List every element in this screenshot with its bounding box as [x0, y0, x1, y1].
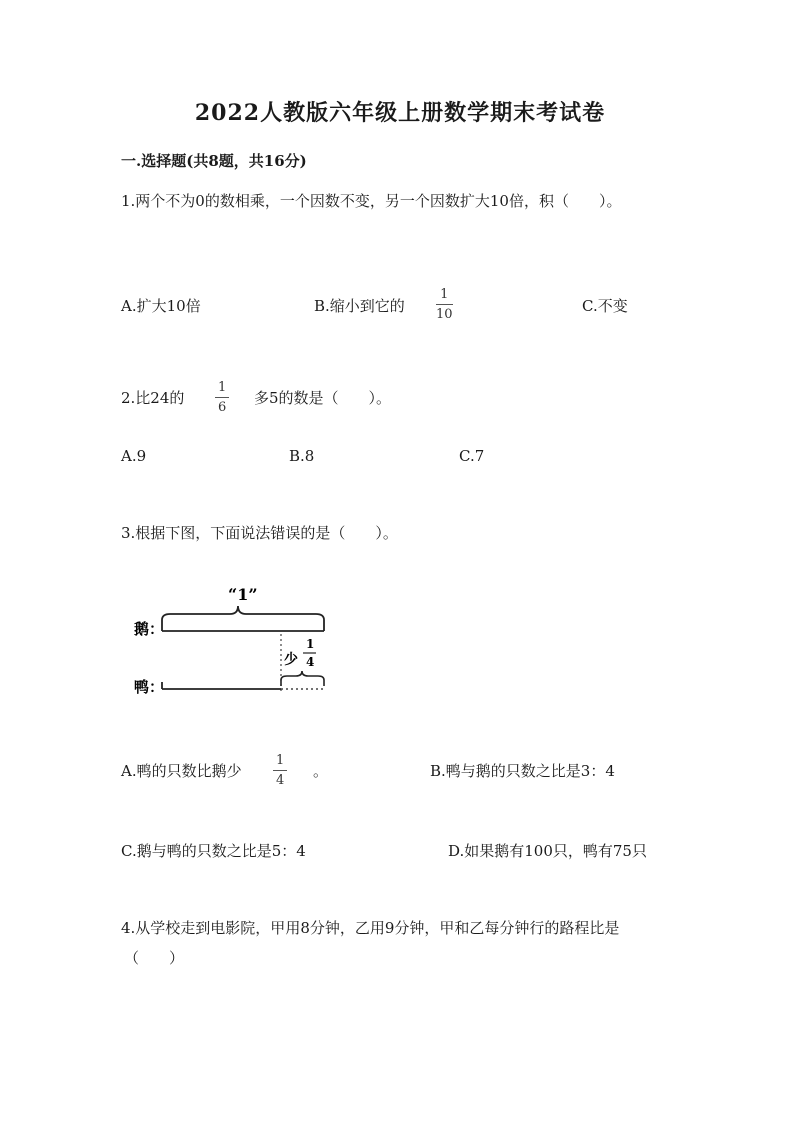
fraction-numerator: 1	[276, 753, 285, 768]
less-fraction-denominator: 4	[306, 655, 315, 669]
question-2-option-a: A.9	[121, 447, 147, 465]
question-3-option-a-fraction	[273, 754, 287, 787]
question-1-option-b-fraction	[436, 288, 453, 321]
difference-brace	[281, 671, 324, 686]
question-3-option-c: C.鹅与鸭的只数之比是5：4	[121, 842, 306, 860]
question-2-text-before: 2.比24的	[121, 389, 185, 407]
question-3-option-a: A.鸭的只数比鹅少	[121, 762, 242, 780]
less-fraction-numerator: 1	[306, 637, 315, 651]
question-3-option-a-end: 。	[313, 762, 329, 780]
whole-label: “1”	[228, 585, 258, 604]
question-1-option-c: C.不变	[582, 297, 628, 315]
question-2-option-c: C.7	[459, 447, 485, 465]
question-1-option-b: B.缩小到它的	[314, 297, 405, 315]
fraction-denominator: 4	[276, 773, 285, 788]
question-3-option-b: B.鸭与鹅的只数之比是3：4	[430, 762, 615, 780]
goose-label: 鹅：	[134, 620, 165, 638]
fraction-numerator: 1	[440, 287, 449, 302]
question-2-text-after: 多5的数是（ ）。	[254, 389, 392, 407]
less-label: 少	[284, 652, 298, 668]
line-segment-diagram	[120, 582, 340, 707]
page-title: 2022人教版六年级上册数学期末考试卷	[194, 100, 606, 126]
question-2-fraction	[215, 381, 229, 414]
question-1-option-a: A.扩大10倍	[121, 297, 201, 315]
question-3-option-d: D.如果鹅有100只，鸭有75只	[448, 842, 647, 860]
section-heading: 一.选择题(共8题，共16分)	[121, 152, 307, 170]
duck-label: 鸭：	[134, 678, 165, 696]
question-2-option-b: B.8	[289, 447, 315, 465]
fraction-denominator: 6	[218, 400, 227, 415]
question-4-text-line2: （ ）	[124, 949, 185, 967]
question-3-text: 3.根据下图，下面说法错误的是（ ）。	[121, 524, 398, 542]
goose-brace	[162, 606, 324, 631]
fraction-numerator: 1	[218, 380, 227, 395]
question-4-text: 4.从学校走到电影院，甲用8分钟，乙用9分钟，甲和乙每分钟行的路程比是	[121, 919, 620, 937]
fraction-denominator: 10	[436, 307, 453, 322]
question-1-text: 1.两个不为0的数相乘，一个因数不变，另一个因数扩大10倍，积（ ）。	[121, 192, 622, 210]
